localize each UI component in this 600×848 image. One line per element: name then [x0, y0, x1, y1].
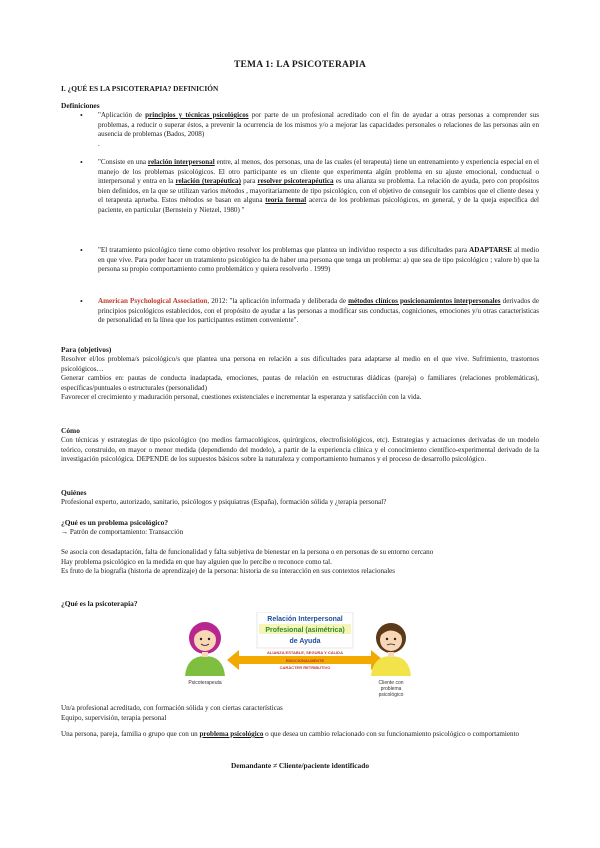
- page-title: TEMA 1: LA PSICOTERAPIA: [233, 60, 367, 70]
- text: es una alianza su problema. La relación de ayuda, pero con propósitos bien definidos, en la que se utilizan varios métodos , mayoritariamente de tipo psicológico, con el objetivo de conseguir los cambios que el cliente desea y el terapeuta aprueba. Estos métodos se basan en alguna: [98, 177, 539, 205]
- text: o que desea un cambio relacionado con su funcionamiento psicológico o comportamiento: [263, 730, 520, 738]
- diagram-line2: Profesional (asimétrica): [265, 627, 345, 634]
- text: Una persona, pareja, familia o grupo que con un: [61, 730, 200, 738]
- text: "El tratamiento psicológico tiene como objetivo resolver los problemas que plantea un individuo respecto a sus dificultades para: [98, 246, 470, 254]
- diagram-line1: Relación Interpersonal: [267, 616, 343, 623]
- definition-bullet-3: [61, 246, 539, 275]
- para-heading: Para (objetivos): [61, 345, 112, 354]
- arrow-text-2: EMOCIONALMENTE: [285, 658, 325, 663]
- text: para: [240, 177, 258, 186]
- problema-text: [61, 548, 539, 577]
- paragraph: Se asocia con desadaptación, falta de funcionalidad y falta subjetiva de bienestar en la persona o en personas de su entorno cercano: [61, 548, 434, 556]
- persona-text: [61, 730, 539, 740]
- text: .: [98, 139, 100, 148]
- text: , 2012: "la aplicación informada y deliberada de: [207, 297, 349, 305]
- text: entre, al menos, dos personas, una de las cuales (el terapeuta) tiene un entrenamiento y experiencia especial en el manejo de los problemas psicológicos. El otro participante es un cliente que experimenta algún problema en su ajuste emocional, conductual o interpersonal y entra en la: [98, 158, 540, 186]
- apa-citation: American Psychological Association: [98, 297, 208, 305]
- client-label-2: problema: [380, 686, 402, 692]
- client-label-1: Cliente con: [378, 680, 404, 686]
- para-text: [61, 355, 539, 403]
- paragraph: Generar cambios en: pautas de conducta inadaptada, emociones, pautas de relación en estructuras diádicas (pareja) o familiares (relaciones problemáticas), específicas/puntuales o estructurales (personalidad): [61, 374, 539, 392]
- emphasis: ADAPTARSE: [469, 246, 512, 254]
- emphasis: teoría formal: [265, 196, 307, 205]
- emphasis: relación interpersonal: [147, 158, 215, 166]
- definiciones-heading: Definiciones: [61, 101, 100, 110]
- section-heading: I. ¿QUÉ ES LA PSICOTERAPIA? DEFINICIÓN: [61, 84, 219, 93]
- como-heading: Cómo: [61, 426, 80, 435]
- text: acerca de los problemas psicológicos, en general, y de la queja específica del paciente, en particular (Bernstein y Nietzel, 1980) ": [98, 196, 539, 214]
- text: al medio en que vive. Para poder hacer un tratamiento psicológico ha de haber una persona que tenga un problema: a) que sea de tipo psicológico ; valore b) que la persona su propio comportamiento como problemático y quiera resolverlo . 1999): [98, 246, 539, 274]
- definition-bullet-1: [61, 111, 539, 149]
- bullet-dot: •: [80, 111, 83, 120]
- therapist-label: Psicoterapeuta: [188, 680, 222, 686]
- definition-bullet-2: [61, 158, 539, 216]
- bullet-dot: •: [80, 297, 83, 306]
- como-text: [61, 436, 539, 465]
- definition-bullet-4: [61, 297, 539, 326]
- paragraph: Hay problema psicológico en la medida en que hay alguien que lo percibe o reconoce como tal.: [61, 557, 332, 566]
- psicoterapia-heading: ¿Qué es la psicoterapia?: [61, 599, 138, 608]
- psychotherapy-diagram: [177, 612, 417, 704]
- after-diagram-text: [61, 704, 539, 723]
- paragraph: Profesional experto, autorizado, sanitario, psicólogos y psiquiatras (España), formación sólida y ¿terapia personal?: [61, 498, 387, 506]
- paragraph: Resolver el/los problema/s psicológico/s que plantea una persona en relación a sus dificultades para adaptarse al medio en el que vive. Sufrimiento, trastornos psicológicos…: [61, 355, 539, 373]
- arrow-text-1: ALIANZA ESTABLE, SEGURA Y CÁLIDA: [267, 650, 343, 655]
- problema-heading: ¿Qué es un problema psicológico?: [61, 518, 169, 527]
- paragraph: Favorecer el crecimiento y maduración personal, cuestiones existenciales e incrementar la esperanza y satisfacción con la vida.: [61, 393, 422, 402]
- paragraph: Equipo, supervisión, terapia personal: [61, 713, 167, 722]
- text: derivados de principios psicológicos establecidos, con el propósito de ayudar a las personas a modificar sus conductas, cogniciones, emociones y/u otras características de personalidad en la línea que los participantes estimen conveniente".: [98, 297, 540, 325]
- paragraph: → Patrón de comportamiento: Transacción: [61, 528, 184, 536]
- text: por parte de un profesional acreditado con el fin de ayudar a otras personas a comprender sus problemas, a reducir o superar éstos, a prevenir la ocurrencia de los mismos y/o a mejorar las capacidades personales o relaciones de las personas aún en ausencia de problemas (Bados, 2008): [98, 111, 539, 139]
- quienes-text: [61, 498, 539, 508]
- bullet-dot: •: [80, 246, 83, 255]
- paragraph: Un/a profesional acreditado, con formación sólida y con ciertas características: [61, 704, 283, 712]
- paragraph: Es fruto de la biografía (historia de aprendizaje) de la persona: historia de su interacción en sus contextos relacionales: [61, 567, 396, 576]
- text: "Aplicación de: [98, 111, 146, 119]
- emphasis: problema psicológico: [199, 730, 264, 738]
- therapist-figure-icon: [185, 622, 225, 676]
- emphasis: resolver psicoterapéutica: [257, 177, 334, 186]
- bullet-dot: •: [80, 158, 83, 167]
- client-figure-icon: [371, 623, 411, 676]
- quienes-heading: Quiénes: [61, 488, 87, 497]
- demandante-line: Demandante ≠ Cliente/paciente identificado: [230, 761, 370, 770]
- emphasis: métodos clínicos posicionamientos interpersonales: [348, 297, 501, 305]
- arrow-text-3: CARÁCTER RETRIBUTIVO: [279, 665, 331, 670]
- diagram-line3: de Ayuda: [289, 638, 321, 645]
- emphasis: principios y técnicas psicológicos: [145, 111, 249, 119]
- problema-sub: [61, 528, 539, 538]
- client-label-3: psicológico: [378, 692, 404, 698]
- emphasis: relación (terapéutica): [175, 177, 241, 186]
- paragraph: Con técnicas y estrategias de tipo psicológico (no medios farmacológicos, quirúrgicos, electrofisiológicos, etc). Estrategias y actuaciones derivadas de un modelo teórico, construido, en mayor o menor medida (dependiendo del modelo), a partir de la experiencia clínica y el conocimiento científico-experimental derivado de la investigación psicológica. DEPENDE de los supuestos básicos sobre la naturaleza y comportamiento humanos y el proceso de desarrollo psicológico.: [61, 436, 539, 464]
- text: "Consiste en una: [98, 158, 148, 166]
